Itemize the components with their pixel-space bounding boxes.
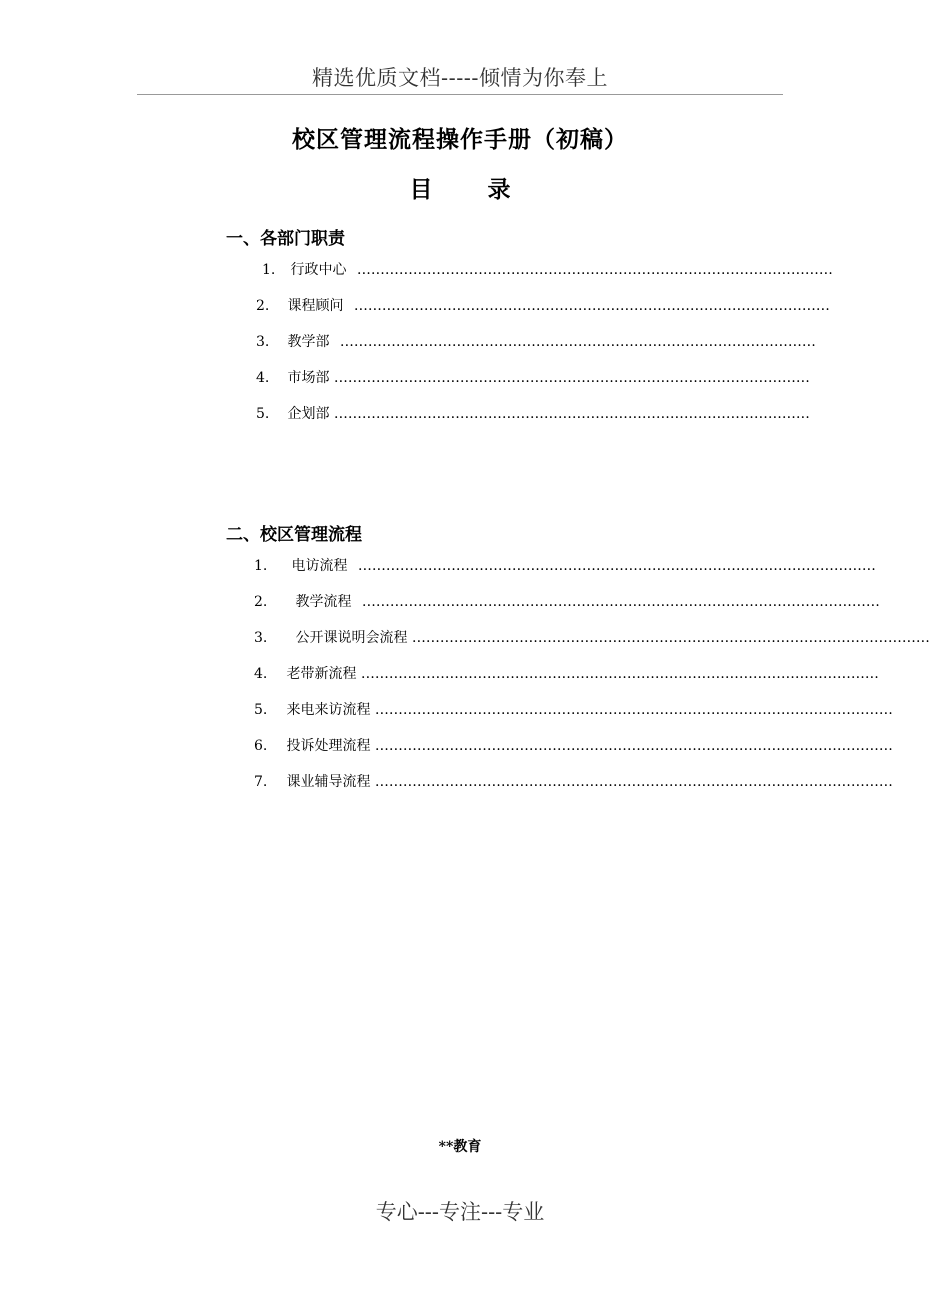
toc-item-number: 5. xyxy=(256,406,270,422)
toc-item-number: 3. xyxy=(254,630,268,646)
toc-item-label: 行政中心 xyxy=(290,262,347,278)
toc-leader-dots: ………………………………………………………………………………………… xyxy=(339,334,816,350)
toc-item-label: 企划部 xyxy=(287,406,330,422)
toc-leader-dots: ………………………………………………………………………………………………… xyxy=(360,666,879,682)
page-header: 精选优质文档-----倾情为你奉上 xyxy=(312,66,608,90)
page-footer: 专心---专注---专业 xyxy=(375,1200,545,1224)
toc-item-number: 1. xyxy=(262,262,276,278)
toc-item-number: 6. xyxy=(254,738,268,754)
toc-leader-dots: ………………………………………………………………………………………………… xyxy=(411,630,930,646)
toc-item[interactable] xyxy=(254,555,876,577)
toc-item-label: 公开课说明会流程 xyxy=(295,630,408,646)
section-heading-departments: 一、各部门职责 xyxy=(226,229,345,249)
toc-leader-dots: ………………………………………………………………………………………………… xyxy=(374,774,893,790)
toc-item-label: 电访流程 xyxy=(291,558,348,574)
toc-item[interactable] xyxy=(256,367,810,389)
toc-item-label: 来电来访流程 xyxy=(286,702,371,718)
toc-item[interactable] xyxy=(256,295,830,317)
toc-item-number: 3. xyxy=(256,334,270,350)
toc-item[interactable] xyxy=(256,403,810,425)
toc-leader-dots: ………………………………………………………………………………………………… xyxy=(357,558,876,574)
toc-item-number: 7. xyxy=(254,774,268,790)
toc-item[interactable] xyxy=(254,699,893,721)
document-title: 校区管理流程操作手册（初稿） xyxy=(292,126,628,153)
toc-item-label: 投诉处理流程 xyxy=(286,738,371,754)
toc-item[interactable] xyxy=(256,331,816,353)
organization-name: **教育 xyxy=(438,1139,482,1155)
toc-item[interactable] xyxy=(254,735,893,757)
toc-item-number: 4. xyxy=(254,666,268,682)
section-heading-processes: 二、校区管理流程 xyxy=(226,525,362,545)
toc-leader-dots: ………………………………………………………………………………………… xyxy=(353,298,830,314)
toc-item[interactable] xyxy=(254,663,879,685)
toc-item-label: 教学部 xyxy=(287,334,330,350)
toc-item-number: 2. xyxy=(256,298,270,314)
toc-heading: 目录 xyxy=(409,176,566,203)
toc-item[interactable] xyxy=(262,259,833,281)
toc-item-number: 5. xyxy=(254,702,268,718)
toc-item-label: 课业辅导流程 xyxy=(286,774,371,790)
toc-leader-dots: ………………………………………………………………………………………… xyxy=(333,370,810,386)
toc-item-label: 课程顾问 xyxy=(287,298,344,314)
toc-item[interactable] xyxy=(254,627,930,649)
toc-leader-dots: ………………………………………………………………………………………………… xyxy=(374,702,893,718)
toc-item-number: 4. xyxy=(256,370,270,386)
header-divider xyxy=(137,94,783,95)
toc-item-number: 1. xyxy=(254,558,268,574)
toc-item[interactable] xyxy=(254,591,880,613)
toc-leader-dots: ………………………………………………………………………………………… xyxy=(333,406,810,422)
toc-leader-dots: ………………………………………………………………………………………………… xyxy=(361,594,880,610)
toc-item-label: 教学流程 xyxy=(295,594,352,610)
toc-item[interactable] xyxy=(254,771,893,793)
toc-item-number: 2. xyxy=(254,594,268,610)
toc-item-label: 市场部 xyxy=(287,370,330,386)
toc-item-label: 老带新流程 xyxy=(286,666,357,682)
toc-leader-dots: ………………………………………………………………………………………… xyxy=(356,262,833,278)
toc-leader-dots: ………………………………………………………………………………………………… xyxy=(374,738,893,754)
